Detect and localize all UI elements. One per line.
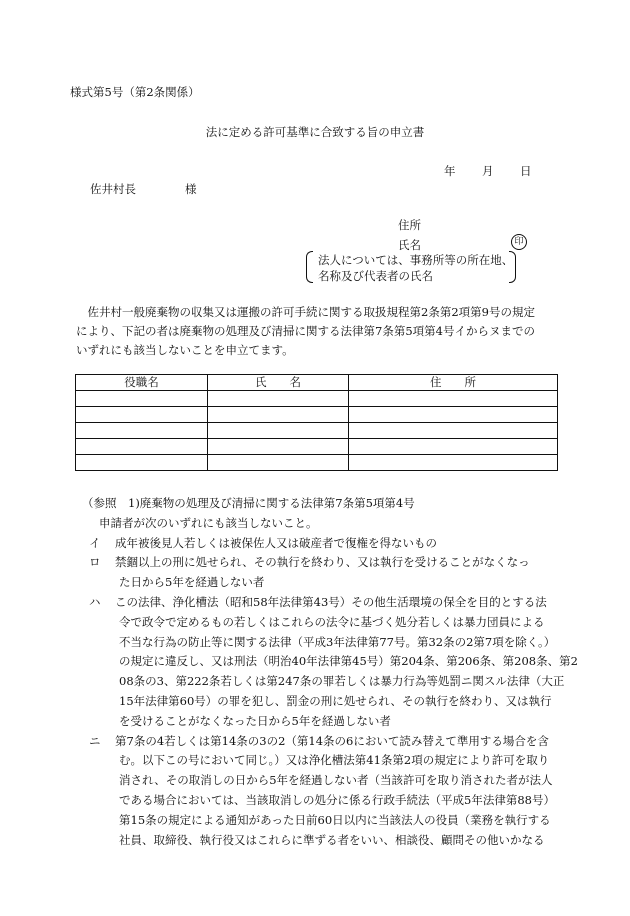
table-cell[interactable] xyxy=(349,423,558,439)
seal-mark: 印 xyxy=(511,234,527,250)
references-heading: （参照 1)廃棄物の処理及び清掃に関する法律第7条第5項第4号 xyxy=(82,496,415,510)
table-cell[interactable] xyxy=(208,455,349,471)
table-cell[interactable] xyxy=(208,423,349,439)
date-line xyxy=(444,163,532,179)
header-address: 住 所 xyxy=(349,375,558,391)
left-bracket xyxy=(306,251,313,283)
table-cell[interactable] xyxy=(349,455,558,471)
item-text: 令で政令で定めるもの若しくはこれらの法令に基づく処分若しくは暴力団員による xyxy=(119,614,545,629)
item-label: ニ xyxy=(89,733,101,748)
item-text: 第15条の規定による通知があった日前60日以内に当該法人の役員（業務を執行する xyxy=(119,812,551,827)
date-month: 月 xyxy=(482,164,494,178)
item-label: ロ xyxy=(89,555,101,570)
item-text: 15年法律第60号）の罪を犯し、罰金の刑に処せられ、その執行を終わり、又は執行 xyxy=(119,693,552,708)
addressee xyxy=(90,181,197,197)
declaration-line: いずれにも該当しないことを申立てます。 xyxy=(76,343,294,357)
table-row xyxy=(76,391,558,407)
corporate-note-line: 名称及び代表者の氏名 xyxy=(318,269,433,283)
table-cell[interactable] xyxy=(349,407,558,423)
item-text: 不当な行為の防止等に関する法律（平成3年法律第77号。第32条の2第7項を除く。） xyxy=(119,634,556,649)
declaration-line: 佐井村一般廃棄物の収集又は運搬の許可手続に関する取扱規程第2条第2項第9号の規定 xyxy=(76,305,535,319)
references-section xyxy=(82,494,578,850)
item-label: イ xyxy=(89,535,101,550)
date-day: 日 xyxy=(520,164,532,178)
addressee-name: 佐井村長 xyxy=(90,182,136,196)
table-cell[interactable] xyxy=(208,439,349,455)
references-intro: 申請者が次のいずれにも該当しないこと。 xyxy=(99,515,318,530)
corporate-note xyxy=(306,251,516,283)
item-text: の規定に違反し、又は刑法（明治40年法律第45号）第204条、第206条、第208条、第2 xyxy=(119,654,578,669)
item-text: 消され、その取消しの日から5年を経過しない者（当該許可を取り消された者が法人 xyxy=(119,773,553,788)
reference-item xyxy=(82,553,562,573)
table-cell[interactable] xyxy=(208,391,349,407)
document-title: 法に定める許可基準に合致する旨の申立書 xyxy=(205,125,425,139)
declaration-line: により、下記の者は廃棄物の処理及び清掃に関する法律第7条第5項第4号イからヌまでの xyxy=(76,324,535,338)
declaration-paragraph xyxy=(76,303,556,360)
header-name: 氏 名 xyxy=(208,375,349,391)
table-row xyxy=(76,455,558,471)
item-text: である場合においては、当該取消しの処分に係る行政手続法（平成5年法律第88号） xyxy=(119,792,555,807)
reference-item xyxy=(82,593,562,613)
item-label: ハ xyxy=(89,594,101,609)
table-cell[interactable] xyxy=(349,439,558,455)
form-number: 様式第5号（第2条関係） xyxy=(70,85,200,99)
table-row xyxy=(76,407,558,423)
item-text: た日から5年を経過しない者 xyxy=(119,575,265,590)
table-cell[interactable] xyxy=(208,407,349,423)
table-cell[interactable] xyxy=(76,391,208,407)
header-position: 役職名 xyxy=(76,375,208,391)
date-year: 年 xyxy=(444,164,456,178)
reference-item xyxy=(82,534,562,554)
table-row xyxy=(76,439,558,455)
table-header-row xyxy=(76,375,558,391)
table-cell[interactable] xyxy=(76,455,208,471)
table-cell[interactable] xyxy=(349,391,558,407)
table-cell[interactable] xyxy=(76,423,208,439)
item-text: 社員、取締役、執行役又はこれらに準ずる者をいい、相談役、顧問その他いかなる xyxy=(119,832,545,847)
item-text: この法律、浄化槽法（昭和58年法律第43号）その他生活環境の保全を目的とする法 xyxy=(115,594,547,609)
table-row xyxy=(76,423,558,439)
addressee-honorific: 様 xyxy=(185,182,197,196)
table-cell[interactable] xyxy=(76,407,208,423)
address-label: 住所 xyxy=(398,218,421,232)
item-text: 禁錮以上の刑に処せられ、その執行を終わり、又は執行を受けることがなくなっ xyxy=(115,555,530,570)
item-text: 08条の3、第222条若しくは第247条の罪若しくは暴力行為等処罰ニ関スル法律（大正 xyxy=(119,674,565,689)
table-cell[interactable] xyxy=(76,439,208,455)
officers-table xyxy=(75,374,558,471)
item-text: 成年被後見人若しくは被保佐人又は破産者で復権を得ないもの xyxy=(115,535,437,550)
name-label: 氏名 xyxy=(398,238,421,252)
item-text: む。以下この号において同じ。）又は浄化槽法第41条第2項の規定により許可を取り xyxy=(119,753,550,768)
reference-item xyxy=(82,732,562,752)
item-text: を受けることがなくなった日から5年を経過しない者 xyxy=(119,713,391,728)
item-text: 第7条の4若しくは第14条の3の2（第14条の6において読み替えて準用する場合を含 xyxy=(115,733,549,748)
corporate-note-line: 法人については、事務所等の所在地、 xyxy=(318,253,514,267)
